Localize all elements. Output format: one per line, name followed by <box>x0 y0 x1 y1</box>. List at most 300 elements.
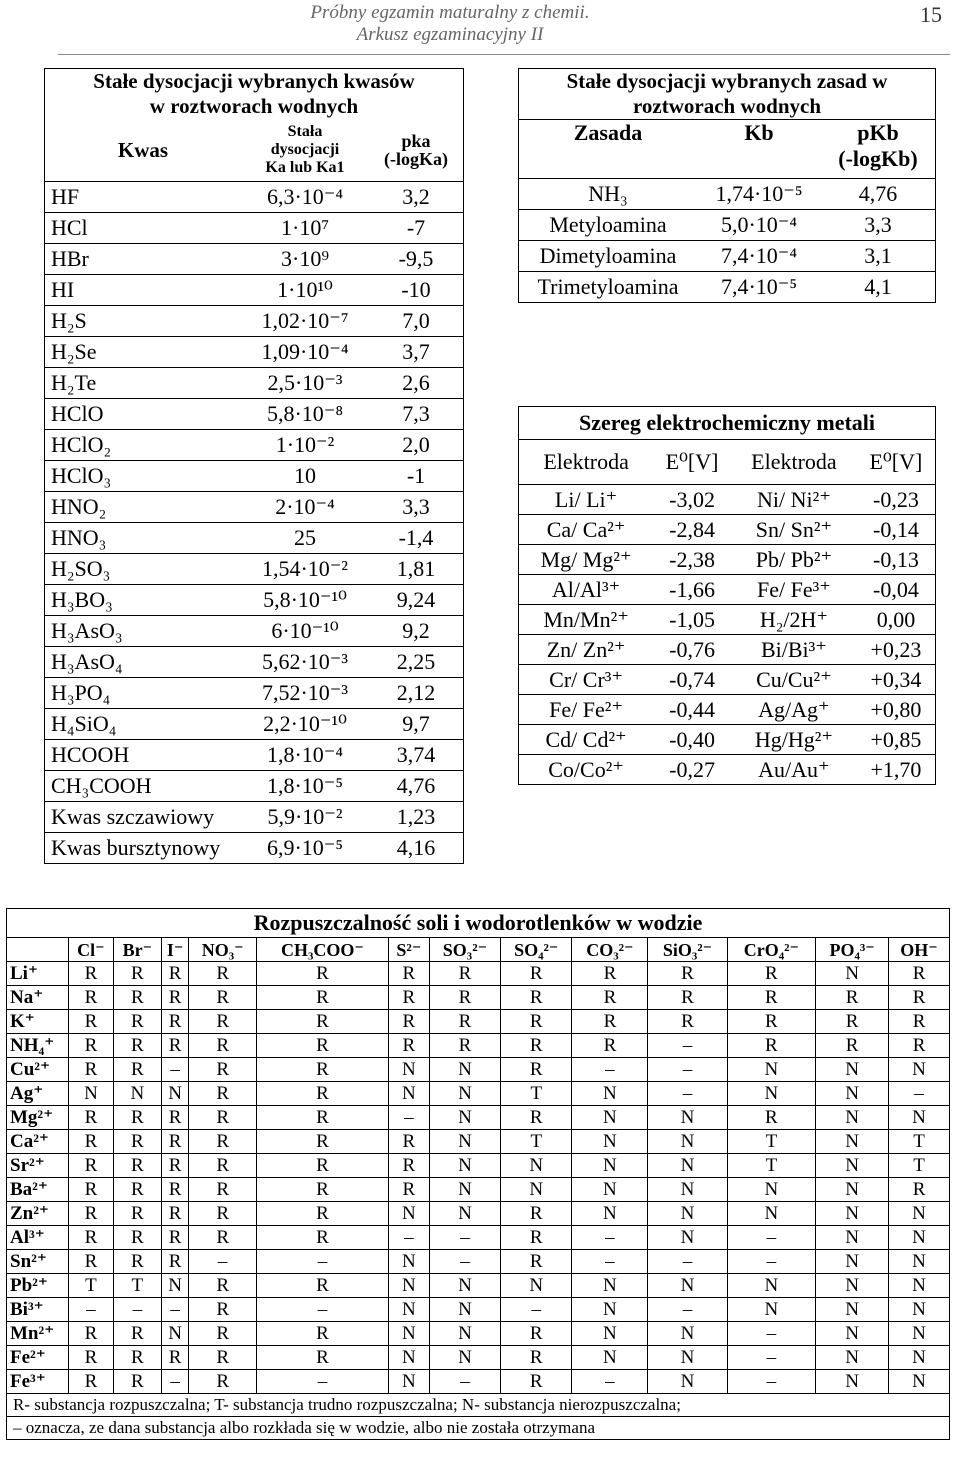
solubility-row <box>7 1010 950 1034</box>
base-name: Trimetyloamina <box>519 272 698 303</box>
solubility-cell: R <box>727 1010 816 1034</box>
solubility-cell: – <box>388 1226 429 1250</box>
echem-potential: -0,04 <box>857 575 936 605</box>
cation-label: Cu²⁺ <box>7 1058 69 1082</box>
acid-pka: -10 <box>369 275 464 306</box>
acid-name: H₂S <box>45 306 242 337</box>
solubility-cell: N <box>429 1298 500 1322</box>
acid-pka: 7,3 <box>369 399 464 430</box>
echem-potential: -3,02 <box>653 485 731 515</box>
solubility-cell: R <box>161 962 189 986</box>
solubility-row <box>7 1226 950 1250</box>
acid-row <box>45 585 464 616</box>
solubility-cell: R <box>501 1226 572 1250</box>
solubility-cell: – <box>161 1058 189 1082</box>
electrochemical-series-table <box>518 406 936 785</box>
solubility-cell: R <box>161 1346 189 1370</box>
cation-label: Mn²⁺ <box>7 1322 69 1346</box>
solubility-cell: R <box>816 1034 889 1058</box>
solubility-cell: N <box>429 1130 500 1154</box>
solubility-cell: N <box>501 1178 572 1202</box>
solubility-cell: N <box>816 1226 889 1250</box>
solubility-cell: – <box>648 1298 727 1322</box>
solubility-cell: N <box>727 1202 816 1226</box>
echem-title: Szereg elektrochemiczny metali <box>578 410 876 435</box>
solubility-cell: R <box>501 1202 572 1226</box>
solubility-cell: R <box>113 1154 161 1178</box>
echem-electrode: Ni/ Ni²⁺ <box>731 485 857 515</box>
echem-col-potential-2: E⁰[V] <box>857 440 936 485</box>
acid-pka: 2,0 <box>369 430 464 461</box>
solubility-cell: R <box>69 962 114 986</box>
solubility-cell: R <box>113 1034 161 1058</box>
solubility-cell: R <box>388 1130 429 1154</box>
solubility-cell: R <box>69 1178 114 1202</box>
solubility-cell: R <box>501 1370 572 1394</box>
acid-row <box>45 616 464 647</box>
solubility-cell: N <box>388 1082 429 1106</box>
solubility-cell: – <box>727 1346 816 1370</box>
cation-label: Ca²⁺ <box>7 1130 69 1154</box>
solubility-cell: R <box>189 1130 257 1154</box>
acid-pka: 2,25 <box>369 647 464 678</box>
solubility-cell: R <box>69 1154 114 1178</box>
echem-electrode: Mg/ Mg²⁺ <box>519 545 654 575</box>
cation-label: Na⁺ <box>7 986 69 1010</box>
solubility-cell: – <box>727 1322 816 1346</box>
solubility-cell: – <box>113 1298 161 1322</box>
acid-row <box>45 833 464 864</box>
echem-potential: -0,40 <box>653 725 731 755</box>
acid-row <box>45 244 464 275</box>
solubility-cell: N <box>648 1202 727 1226</box>
cation-label: Sn²⁺ <box>7 1250 69 1274</box>
base-row <box>519 241 936 272</box>
solubility-cell: T <box>69 1274 114 1298</box>
echem-electrode: Co/Co²⁺ <box>519 755 654 785</box>
anion-header: SO₃²⁻ <box>429 938 500 962</box>
echem-potential: +0,34 <box>857 665 936 695</box>
acid-constant: 6,9·10⁻⁵ <box>241 833 369 864</box>
solubility-cell: R <box>256 1346 388 1370</box>
solubility-cell: N <box>889 1106 950 1130</box>
solubility-cell: R <box>256 1274 388 1298</box>
echem-potential: -0,76 <box>653 635 731 665</box>
echem-potential: +0,80 <box>857 695 936 725</box>
solubility-cell: N <box>889 1274 950 1298</box>
solubility-cell: N <box>816 1082 889 1106</box>
solubility-cell: – <box>161 1298 189 1322</box>
solubility-cell: N <box>648 1274 727 1298</box>
solubility-cell: R <box>161 1034 189 1058</box>
solubility-cell: R <box>388 986 429 1010</box>
acid-pka: 2,12 <box>369 678 464 709</box>
solubility-row <box>7 962 950 986</box>
solubility-cell: R <box>189 1298 257 1322</box>
solubility-cell: R <box>256 1178 388 1202</box>
solubility-cell: R <box>161 1010 189 1034</box>
acid-row <box>45 275 464 306</box>
solubility-cell: R <box>429 1034 500 1058</box>
solubility-cell: R <box>161 1202 189 1226</box>
acid-name: Kwas szczawiowy <box>45 802 242 833</box>
base-row <box>519 272 936 303</box>
solubility-cell: N <box>727 1082 816 1106</box>
base-constant: 1,74·10⁻⁵ <box>697 179 821 210</box>
base-pkb: 4,1 <box>821 272 936 303</box>
acid-row <box>45 647 464 678</box>
base-row <box>519 210 936 241</box>
solubility-cell: N <box>648 1130 727 1154</box>
acid-name: HClO₃ <box>45 461 242 492</box>
echem-potential: -0,13 <box>857 545 936 575</box>
solubility-row <box>7 1034 950 1058</box>
acid-constant: 1·10¹⁰ <box>241 275 369 306</box>
acids-col-p-l1: pka <box>401 131 431 151</box>
acid-constant: 5,8·10⁻⁸ <box>241 399 369 430</box>
acid-pka: -9,5 <box>369 244 464 275</box>
solubility-cell: – <box>572 1058 648 1082</box>
solubility-cell: N <box>889 1226 950 1250</box>
solubility-row <box>7 1178 950 1202</box>
acids-col-k-l3: Ka lub Ka1 <box>265 159 345 176</box>
solubility-cell: N <box>572 1106 648 1130</box>
solubility-cell: R <box>572 986 648 1010</box>
solubility-cell: R <box>889 962 950 986</box>
echem-electrode: Ag/Ag⁺ <box>731 695 857 725</box>
echem-electrode: Mn/Mn²⁺ <box>519 605 654 635</box>
solubility-cell: – <box>189 1250 257 1274</box>
solubility-cell: – <box>429 1250 500 1274</box>
solubility-cell: N <box>429 1058 500 1082</box>
bases-title-line2: roztworach wodnych <box>632 94 821 118</box>
solubility-cell: N <box>572 1298 648 1322</box>
solubility-cell: R <box>161 1154 189 1178</box>
acid-constant: 1·10⁻² <box>241 430 369 461</box>
echem-row <box>519 575 936 605</box>
solubility-cell: R <box>69 1250 114 1274</box>
acids-col-p <box>369 119 464 182</box>
solubility-cell: R <box>113 1226 161 1250</box>
solubility-cell: N <box>388 1274 429 1298</box>
solubility-cell: N <box>161 1274 189 1298</box>
acid-name: H₃AsO₄ <box>45 647 242 678</box>
anion-header: CH₃COO⁻ <box>256 938 388 962</box>
acid-constant: 6·10⁻¹⁰ <box>241 616 369 647</box>
solubility-cell: R <box>388 1034 429 1058</box>
acid-row <box>45 337 464 368</box>
solubility-cell: T <box>727 1130 816 1154</box>
echem-row <box>519 725 936 755</box>
solubility-cell: R <box>429 986 500 1010</box>
solubility-cell: N <box>572 1082 648 1106</box>
echem-row <box>519 695 936 725</box>
anion-header: NO₃⁻ <box>189 938 257 962</box>
solubility-cell: R <box>189 1346 257 1370</box>
solubility-cell: N <box>429 1346 500 1370</box>
solubility-cell: R <box>113 1370 161 1394</box>
acid-pka: 1,23 <box>369 802 464 833</box>
solubility-table <box>6 908 950 1440</box>
cation-label: Bi³⁺ <box>7 1298 69 1322</box>
solubility-cell: R <box>189 1034 257 1058</box>
solubility-cell: R <box>648 1010 727 1034</box>
solubility-cell: R <box>69 1346 114 1370</box>
solubility-cell: N <box>816 1274 889 1298</box>
bases-col-p <box>821 120 936 179</box>
cation-label: Fe²⁺ <box>7 1346 69 1370</box>
anion-header: SiO₃²⁻ <box>648 938 727 962</box>
solubility-cell: – <box>69 1298 114 1322</box>
acids-col-k-l2: dysocjacji <box>270 141 340 158</box>
solubility-cell: R <box>727 1034 816 1058</box>
acid-row <box>45 430 464 461</box>
solubility-cell: R <box>889 986 950 1010</box>
solubility-cell: R <box>501 1322 572 1346</box>
solubility-cell: N <box>816 1202 889 1226</box>
cation-label: K⁺ <box>7 1010 69 1034</box>
solubility-cell: R <box>113 1010 161 1034</box>
solubility-cell: N <box>429 1202 500 1226</box>
solubility-cell: R <box>189 1082 257 1106</box>
solubility-cell: R <box>256 986 388 1010</box>
solubility-cell: – <box>572 1370 648 1394</box>
cation-label: Zn²⁺ <box>7 1202 69 1226</box>
acid-name: H₂Te <box>45 368 242 399</box>
acid-row <box>45 709 464 740</box>
solubility-cell: – <box>727 1370 816 1394</box>
acid-pka: 9,7 <box>369 709 464 740</box>
echem-potential: -2,38 <box>653 545 731 575</box>
echem-electrode: Pb/ Pb²⁺ <box>731 545 857 575</box>
acid-name: H₄SiO₄ <box>45 709 242 740</box>
solubility-row <box>7 1250 950 1274</box>
echem-potential: +1,70 <box>857 755 936 785</box>
solubility-cell: N <box>429 1106 500 1130</box>
acid-name: HClO <box>45 399 242 430</box>
cation-label: Sr²⁺ <box>7 1154 69 1178</box>
echem-electrode: Au/Au⁺ <box>731 755 857 785</box>
echem-potential: -0,44 <box>653 695 731 725</box>
acid-constant: 2,2·10⁻¹⁰ <box>241 709 369 740</box>
solubility-cell: N <box>648 1154 727 1178</box>
solubility-cell: R <box>256 1034 388 1058</box>
solubility-cell: R <box>189 1370 257 1394</box>
solubility-cell: N <box>727 1274 816 1298</box>
solubility-cell: T <box>113 1274 161 1298</box>
solubility-cell: N <box>816 1106 889 1130</box>
solubility-cell: R <box>161 1226 189 1250</box>
solubility-cell: T <box>501 1130 572 1154</box>
solubility-cell: R <box>161 1178 189 1202</box>
acid-name: Kwas bursztynowy <box>45 833 242 864</box>
anion-header: PO₄³⁻ <box>816 938 889 962</box>
cation-label: Li⁺ <box>7 962 69 986</box>
echem-potential: -0,23 <box>857 485 936 515</box>
acid-row <box>45 678 464 709</box>
solubility-cell: R <box>648 986 727 1010</box>
solubility-cell: R <box>113 1058 161 1082</box>
solubility-cell: R <box>69 1058 114 1082</box>
page-number: 15 <box>920 2 942 27</box>
acid-constant: 1,09·10⁻⁴ <box>241 337 369 368</box>
base-name: Dimetyloamina <box>519 241 698 272</box>
solubility-cell: R <box>501 962 572 986</box>
solubility-cell: R <box>256 1058 388 1082</box>
bases-table <box>518 68 936 303</box>
solubility-cell: – <box>388 1106 429 1130</box>
solubility-cell: – <box>648 1034 727 1058</box>
acid-name: H₃PO₄ <box>45 678 242 709</box>
bases-col-name: Zasada <box>519 120 698 179</box>
solubility-cell: R <box>113 1250 161 1274</box>
solubility-cell: R <box>727 1106 816 1130</box>
solubility-cell: R <box>161 1106 189 1130</box>
base-pkb: 3,1 <box>821 241 936 272</box>
echem-row <box>519 605 936 635</box>
solubility-cell: R <box>429 1010 500 1034</box>
acid-pka: 3,74 <box>369 740 464 771</box>
base-pkb: 3,3 <box>821 210 936 241</box>
solubility-cell: N <box>816 1178 889 1202</box>
solubility-cell: – <box>727 1250 816 1274</box>
solubility-cell: R <box>256 1226 388 1250</box>
solubility-cell: R <box>889 1034 950 1058</box>
solubility-cell: N <box>816 1154 889 1178</box>
anion-header: CrO₄²⁻ <box>727 938 816 962</box>
echem-electrode: Cu/Cu²⁺ <box>731 665 857 695</box>
solubility-cell: N <box>889 1250 950 1274</box>
solubility-cell: R <box>572 1034 648 1058</box>
bases-col-p-l1: pKb <box>857 120 899 145</box>
solubility-row <box>7 1298 950 1322</box>
solubility-cell: – <box>648 1058 727 1082</box>
solubility-cell: N <box>889 1370 950 1394</box>
acid-constant: 3·10⁹ <box>241 244 369 275</box>
solubility-cell: R <box>889 1010 950 1034</box>
acid-constant: 1,8·10⁻⁵ <box>241 771 369 802</box>
solubility-cell: N <box>648 1226 727 1250</box>
acid-constant: 25 <box>241 523 369 554</box>
solubility-cell: N <box>816 1346 889 1370</box>
acid-constant: 1,8·10⁻⁴ <box>241 740 369 771</box>
solubility-cell: N <box>889 1298 950 1322</box>
header-rule <box>58 54 950 55</box>
solubility-cell: N <box>889 1202 950 1226</box>
solubility-cell: T <box>889 1154 950 1178</box>
solubility-cell: N <box>501 1154 572 1178</box>
echem-row <box>519 485 936 515</box>
solubility-cell: R <box>161 986 189 1010</box>
solubility-cell: N <box>727 1178 816 1202</box>
solubility-cell: N <box>816 1322 889 1346</box>
solubility-title: Rozpuszczalność soli i wodorotlenków w wodzie <box>7 909 950 938</box>
echem-row <box>519 665 936 695</box>
solubility-cell: N <box>816 1130 889 1154</box>
solubility-cell: N <box>388 1298 429 1322</box>
base-constant: 5,0·10⁻⁴ <box>697 210 821 241</box>
solubility-cell: N <box>429 1154 500 1178</box>
solubility-cell: R <box>388 1154 429 1178</box>
acid-pka: -7 <box>369 213 464 244</box>
cation-label: Pb²⁺ <box>7 1274 69 1298</box>
solubility-cell: R <box>572 962 648 986</box>
echem-col-electrode-1: Elektroda <box>519 440 654 485</box>
solubility-cell: T <box>501 1082 572 1106</box>
solubility-row <box>7 1202 950 1226</box>
solubility-cell: T <box>727 1154 816 1178</box>
solubility-cell: N <box>113 1082 161 1106</box>
solubility-cell: R <box>69 1370 114 1394</box>
solubility-row <box>7 1130 950 1154</box>
solubility-cell: R <box>113 1106 161 1130</box>
solubility-cell: R <box>256 1322 388 1346</box>
solubility-cell: – <box>648 1250 727 1274</box>
solubility-row <box>7 1082 950 1106</box>
solubility-cell: N <box>889 1058 950 1082</box>
acid-name: H₃AsO₃ <box>45 616 242 647</box>
acid-row <box>45 306 464 337</box>
solubility-cell: N <box>388 1250 429 1274</box>
echem-electrode: Cr/ Cr³⁺ <box>519 665 654 695</box>
solubility-cell: N <box>648 1178 727 1202</box>
bases-title-line1: Stałe dysocjacji wybranych zasad w <box>566 69 888 93</box>
solubility-cell: – <box>429 1370 500 1394</box>
solubility-legend-2: – oznacza, ze dana substancja albo rozkłada się w wodzie, albo nie została otrzymana <box>7 1417 950 1440</box>
acids-col-k <box>241 119 369 182</box>
acid-name: HNO₂ <box>45 492 242 523</box>
acid-constant: 1,54·10⁻² <box>241 554 369 585</box>
acid-constant: 2,5·10⁻³ <box>241 368 369 399</box>
solubility-cell: – <box>429 1226 500 1250</box>
base-constant: 7,4·10⁻⁵ <box>697 272 821 303</box>
echem-row <box>519 545 936 575</box>
solubility-cell: R <box>189 1322 257 1346</box>
acid-pka: 2,6 <box>369 368 464 399</box>
acid-name: H₂SO₃ <box>45 554 242 585</box>
base-constant: 7,4·10⁻⁴ <box>697 241 821 272</box>
solubility-cell: N <box>572 1154 648 1178</box>
echem-potential: +0,85 <box>857 725 936 755</box>
solubility-cell: R <box>69 1106 114 1130</box>
anion-header: Cl⁻ <box>69 938 114 962</box>
echem-potential: -1,66 <box>653 575 731 605</box>
solubility-row <box>7 986 950 1010</box>
solubility-row <box>7 1274 950 1298</box>
solubility-cell: R <box>256 1202 388 1226</box>
acid-pka: -1,4 <box>369 523 464 554</box>
solubility-row <box>7 1058 950 1082</box>
solubility-cell: R <box>69 1010 114 1034</box>
acid-name: HCl <box>45 213 242 244</box>
solubility-cell: – <box>648 1082 727 1106</box>
echem-electrode: Ca/ Ca²⁺ <box>519 515 654 545</box>
solubility-cell: R <box>69 1202 114 1226</box>
solubility-cell: R <box>501 1346 572 1370</box>
solubility-cell: N <box>816 1250 889 1274</box>
solubility-cell: N <box>388 1346 429 1370</box>
solubility-cell: N <box>889 1322 950 1346</box>
echem-potential: +0,23 <box>857 635 936 665</box>
solubility-cell: – <box>889 1082 950 1106</box>
solubility-cell: N <box>572 1322 648 1346</box>
solubility-cell: N <box>572 1346 648 1370</box>
echem-electrode: Fe/ Fe²⁺ <box>519 695 654 725</box>
acid-row <box>45 492 464 523</box>
echem-potential: -0,74 <box>653 665 731 695</box>
acids-title-line2: w roztworach wodnych <box>149 94 359 118</box>
solubility-cell: R <box>189 1058 257 1082</box>
